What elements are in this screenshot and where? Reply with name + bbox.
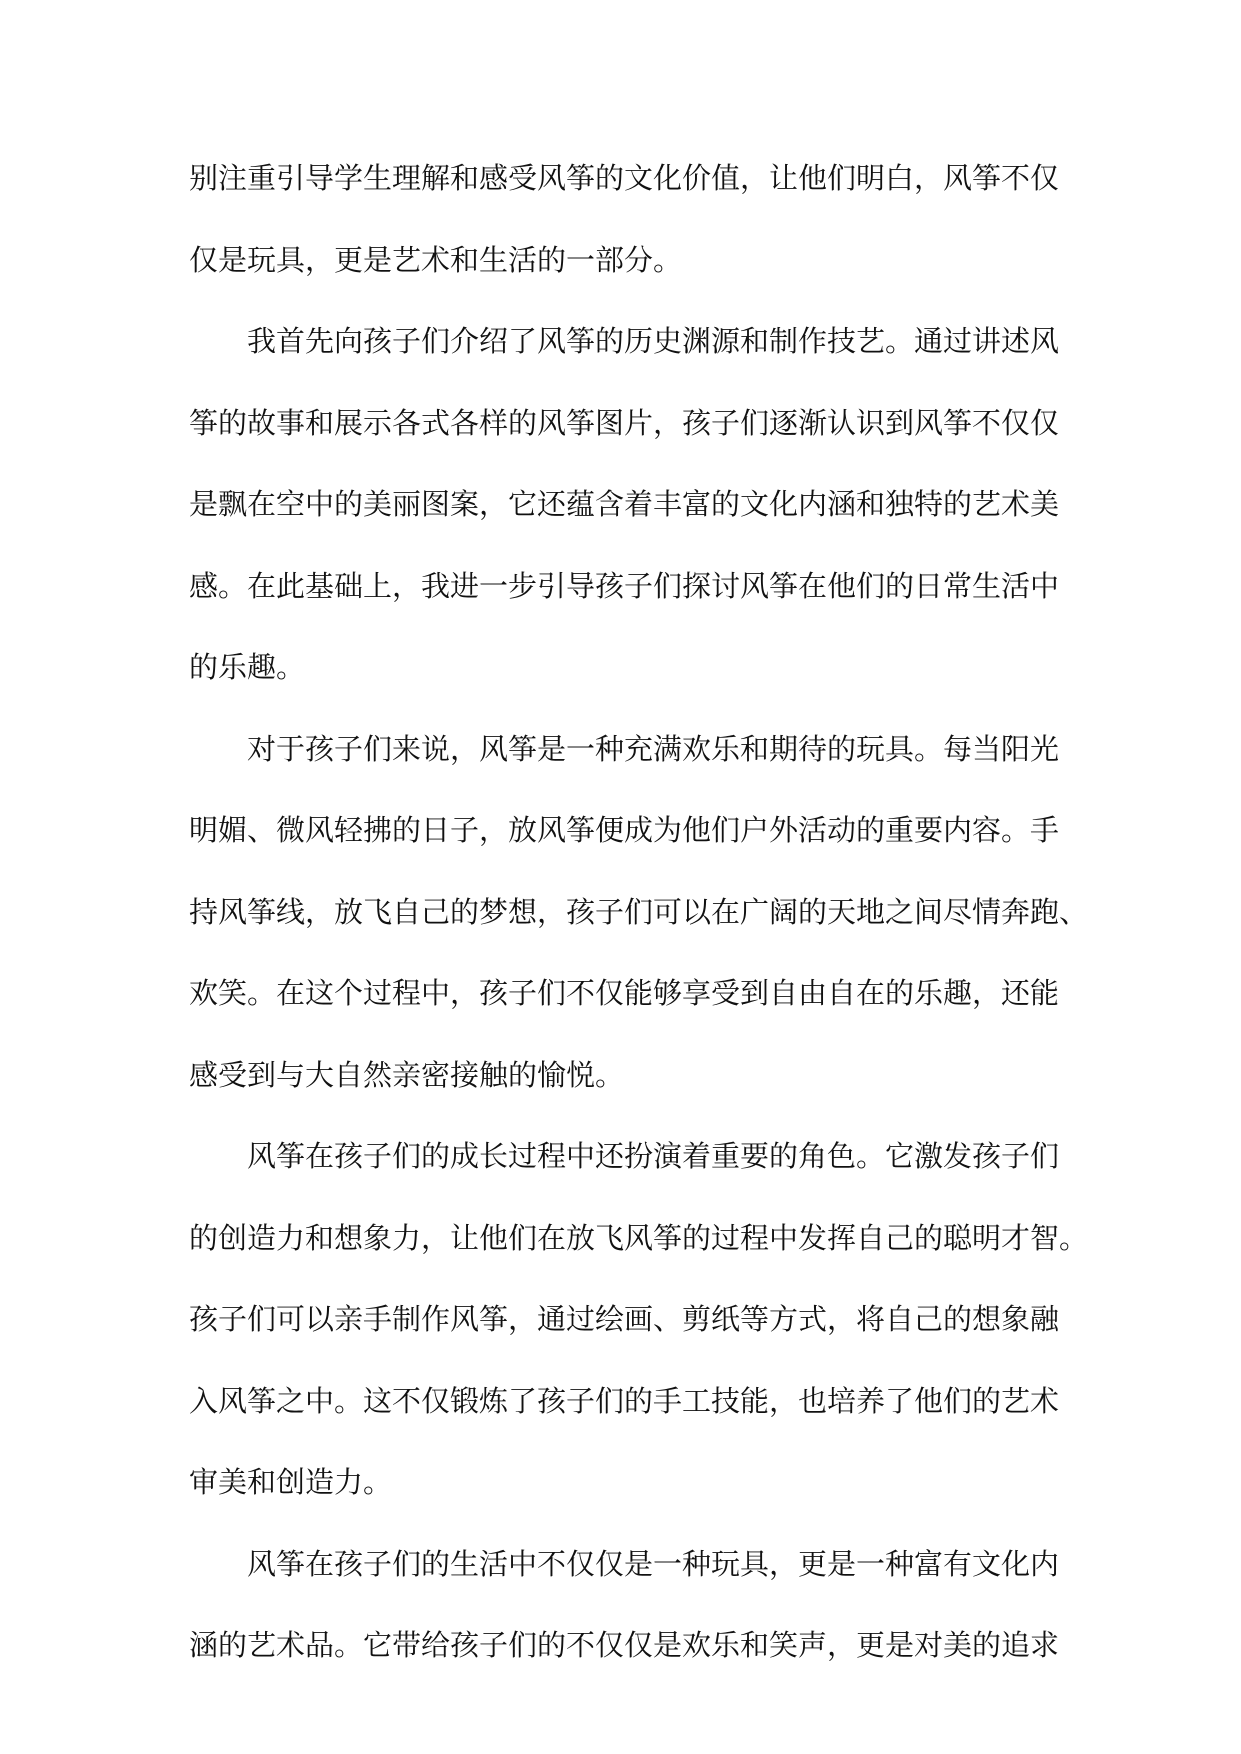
- text-line: 欢笑。在这个过程中，孩子们不仅能够享受到自由自在的乐趣，还能: [189, 976, 1060, 1010]
- paragraph-start-line: 风筝在孩子们的成长过程中还扮演着重要的角色。它激发孩子们: [247, 1139, 1060, 1173]
- text-line: 涵的艺术品。它带给孩子们的不仅仅是欢乐和笑声，更是对美的追求: [189, 1628, 1060, 1662]
- text-line: 是飘在空中的美丽图案，它还蕴含着丰富的文化内涵和独特的艺术美: [189, 487, 1060, 521]
- paragraph-start-line: 风筝在孩子们的生活中不仅仅是一种玩具，更是一种富有文化内: [247, 1546, 1060, 1581]
- body-text: [189, 138, 1089, 1687]
- text-line: 仅是玩具，更是艺术和生活的一部分。: [189, 242, 683, 277]
- text-line: 孩子们可以亲手制作风筝，通过绘画、剪纸等方式，将自己的想象融: [189, 1302, 1060, 1336]
- paragraph-start-line: 对于孩子们来说，风筝是一种充满欢乐和期待的玩具。每当阳光: [247, 731, 1060, 766]
- text-line: 的乐趣。: [189, 650, 306, 684]
- text-line: 明媚、微风轻拂的日子，放风筝便成为他们户外活动的重要内容。手: [189, 813, 1060, 847]
- text-line: 入风筝之中。这不仅锻炼了孩子们的手工技能，也培养了他们的艺术: [189, 1383, 1060, 1418]
- text-line: 持风筝线，放飞自己的梦想，孩子们可以在广阔的天地之间尽情奔跑、: [189, 894, 1089, 929]
- paragraph-start-line: 我首先向孩子们介绍了风筝的历史渊源和制作技艺。通过讲述风: [247, 324, 1060, 358]
- text-line: 审美和创造力。: [189, 1465, 393, 1499]
- text-line: 的创造力和想象力，让他们在放飞风筝的过程中发挥自己的聪明才智。: [189, 1220, 1089, 1255]
- text-line: 别注重引导学生理解和感受风筝的文化价值，让他们明白，风筝不仅: [189, 161, 1060, 195]
- text-line: 感受到与大自然亲密接触的愉悦。: [189, 1057, 625, 1092]
- text-line: 感。在此基础上，我进一步引导孩子们探讨风筝在他们的日常生活中: [189, 568, 1060, 603]
- text-line: 筝的故事和展示各式各样的风筝图片，孩子们逐渐认识到风筝不仅仅: [189, 405, 1060, 440]
